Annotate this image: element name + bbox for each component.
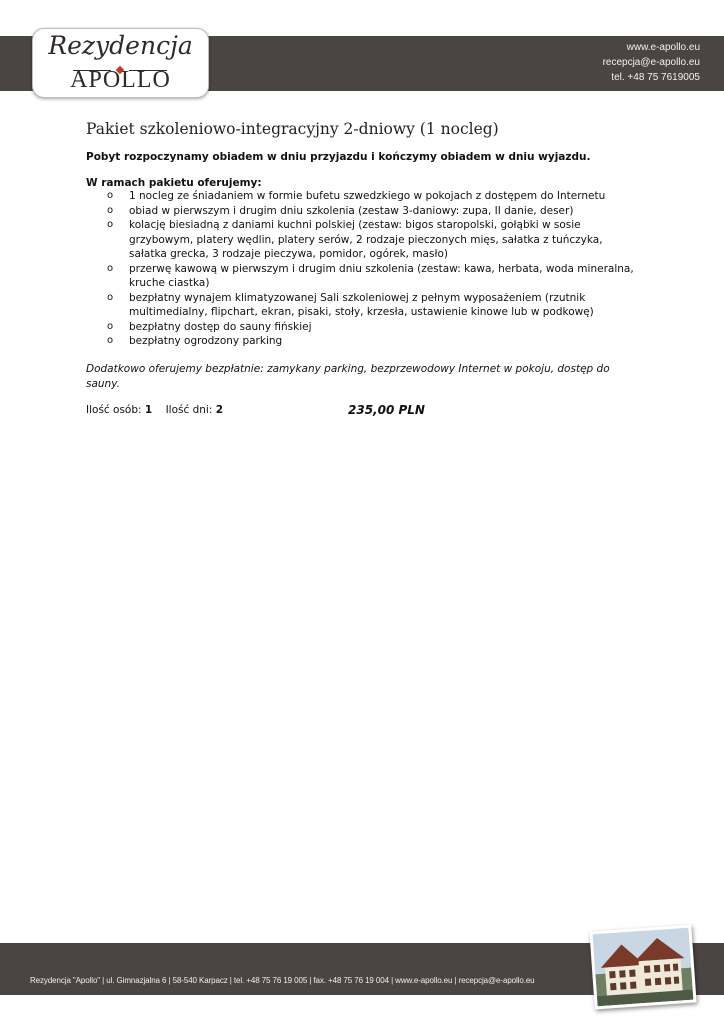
- persons-label: Ilość osób:: [86, 404, 142, 416]
- bullet-icon: o: [107, 335, 114, 346]
- header-email-link[interactable]: recepcja@e-apollo.eu: [602, 57, 700, 68]
- bullet-icon: o: [107, 291, 114, 303]
- list-item-text: bezpłatny ogrodzony parking: [129, 335, 283, 347]
- logo-name-text: APOLLO: [70, 67, 171, 93]
- list-item: [86, 204, 641, 219]
- logo: [32, 28, 209, 98]
- header-contact: [603, 40, 700, 85]
- extra-note: Dodatkowo oferujemy bezpłatnie: zamykany parking, bezprzewodowy Internet w pokoju, dostęp do sauny.: [86, 363, 610, 390]
- list-item: [86, 334, 641, 349]
- bullet-icon: o: [107, 219, 114, 230]
- list-item: [86, 262, 641, 291]
- bullet-icon: o: [107, 262, 114, 274]
- days-value: 2: [215, 404, 224, 416]
- hotel-photo: [589, 925, 696, 1010]
- bullet-icon: o: [107, 204, 114, 216]
- hotel-building-image: [593, 928, 694, 1007]
- list-item: [86, 320, 641, 335]
- days-label: Ilość dni:: [165, 404, 213, 416]
- list-item: [86, 291, 641, 320]
- offer-list: [86, 189, 641, 349]
- list-item-text: kolację biesiadną z daniami kuchni polskiej (zestaw: bigos staropolski, gołąbki w sosie grzybowym, platery wędlin, platery serów, 2 rodzaje pieczonych mięs, sałatka z tuńczyka, sałatka grecka, 3 rodzaje pieczywa, pomidor, ogórek, masło): [129, 219, 603, 260]
- bullet-icon: o: [107, 320, 114, 332]
- package-summary: [86, 404, 646, 420]
- list-item-text: przerwę kawową w pierwszym i drugim dniu szkolenia (zestaw: kawa, herbata, woda mineralna, kruche ciastka): [129, 262, 634, 289]
- hotel-building-illustration: [593, 928, 694, 1007]
- list-item: [86, 189, 641, 204]
- intro-text: Pobyt rozpoczynamy obiadem w dniu przyjazdu i kończymy obiadem w dniu wyjazdu.: [86, 151, 591, 163]
- list-item-text: 1 nocleg ze śniadaniem w formie bufetu szwedzkiego w pokojach z dostępem do Internetu: [129, 190, 606, 202]
- offer-heading: W ramach pakietu oferujemy:: [86, 177, 262, 189]
- footer-contact-text: Rezydencja "Apollo" | ul. Gimnazjalna 6 | 58-540 Karpacz | tel. +48 75 76 19 005 | fax. +48 75 76 19 004 | www.e-apollo.eu | recepcja@e-apollo.eu: [30, 976, 535, 985]
- header-phone: tel. +48 75 7619005: [611, 72, 700, 83]
- bullet-icon: o: [107, 190, 114, 201]
- header-website-link[interactable]: www.e-apollo.eu: [626, 42, 700, 53]
- list-item-text: bezpłatny dostęp do sauny fińskiej: [129, 320, 312, 333]
- page-title: Pakiet szkoleniowo-integracyjny 2-dniowy (1 nocleg): [86, 120, 499, 138]
- logo-script-text: Rezydencja: [48, 31, 193, 60]
- list-item-text: bezpłatny wynajem klimatyzowanej Sali szkoleniowej z pełnym wyposażeniem (rzutnik multimedialny, flipchart, ekran, pisaki, stoły, krzesła, ustawienie kinowe lub w podkowę): [129, 291, 594, 318]
- list-item: [86, 218, 641, 262]
- persons-value: 1: [144, 404, 153, 416]
- price: 235,00 PLN: [348, 403, 425, 417]
- list-item-text: obiad w pierwszym i drugim dniu szkolenia (zestaw 3-daniowy: zupa, II danie, deser): [129, 204, 574, 217]
